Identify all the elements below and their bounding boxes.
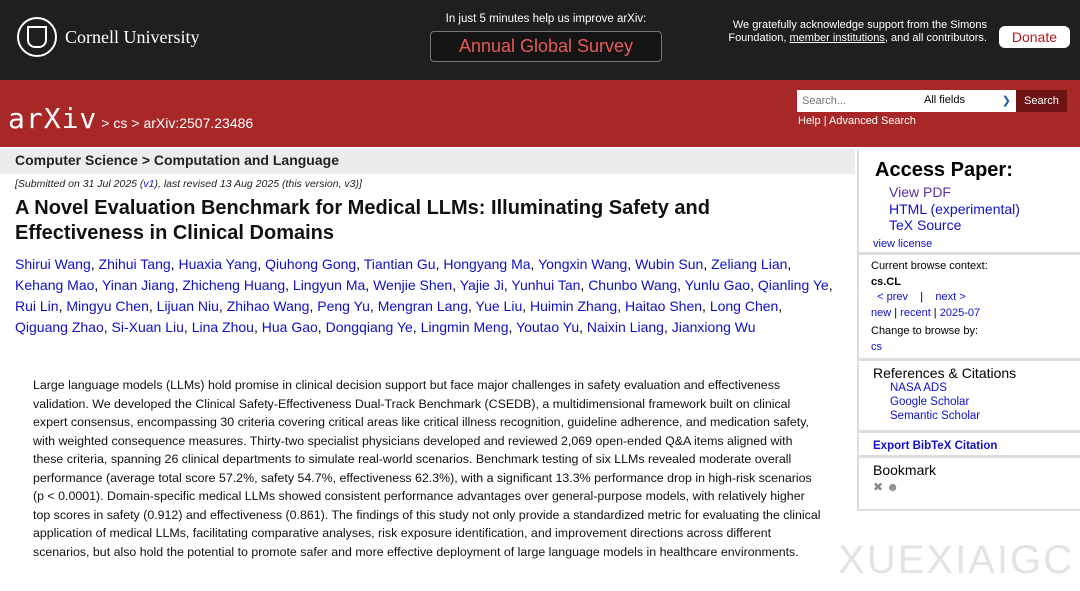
watermark: XUEXIAIGC: [838, 538, 1074, 582]
top-banner: [0, 0, 1080, 80]
search-form: [797, 90, 1067, 112]
subject-heading: Computer Science > Computation and Language: [0, 149, 855, 174]
bookmark-title: Bookmark: [873, 462, 937, 478]
search-input[interactable]: [797, 90, 919, 112]
author-link[interactable]: Qianling Ye: [757, 277, 829, 293]
browse-cs-link[interactable]: cs: [871, 340, 882, 353]
member-institutions-link[interactable]: member institutions: [789, 32, 885, 44]
university-name: Cornell University: [65, 26, 200, 47]
prev-link[interactable]: < prev: [877, 291, 909, 303]
author-link[interactable]: Tiantian Gu: [363, 256, 436, 272]
help-link[interactable]: Help: [798, 115, 821, 127]
v1-link[interactable]: v1: [143, 178, 155, 190]
donate-button[interactable]: Donate: [999, 26, 1070, 48]
acknowledgement: [727, 19, 987, 45]
author-link[interactable]: Jianxiong Wu: [671, 319, 756, 335]
author-link[interactable]: Mengran Lang: [377, 298, 468, 314]
author-link[interactable]: Youtao Yu: [516, 319, 580, 335]
author-link[interactable]: Haitao Shen: [624, 298, 703, 314]
chevron-down-icon: ❯: [1001, 95, 1011, 107]
author-link[interactable]: Yongxin Wang: [538, 256, 628, 272]
context-value: cs.CL: [871, 275, 901, 288]
crumb-cs[interactable]: > cs >: [101, 115, 140, 131]
field-value: All fields: [924, 94, 965, 106]
author-link[interactable]: Shirui Wang: [15, 256, 91, 272]
author-link[interactable]: Hua Gao: [261, 319, 318, 335]
author-link[interactable]: Yajie Ji: [459, 277, 504, 293]
separator: |: [823, 115, 827, 127]
author-link[interactable]: Lina Zhou: [191, 319, 254, 335]
ack-text-end: , and all contributors.: [884, 32, 987, 44]
author-link[interactable]: Long Chen: [709, 298, 779, 314]
author-link[interactable]: Hongyang Ma: [443, 256, 531, 272]
separator: |: [920, 291, 924, 303]
sidebar: Access Paper: View PDF HTML (experimental) TeX Source view license Current browse context: cs.CL < prev | next > new | recent | 2025-07 Change to browse by: cs References & Citations NASA ADS Google Scholar Semantic Scholar Export BibTeX Citation Bookmark ✖ ☻: [857, 149, 1080, 511]
author-link[interactable]: Lingmin Meng: [420, 319, 509, 335]
author-link[interactable]: Yinan Jiang: [101, 277, 175, 293]
paper-main: [15, 178, 835, 338]
breadcrumb: [8, 102, 253, 135]
author-link[interactable]: Wubin Sun: [635, 256, 704, 272]
ack-text: We gratefully acknowledge support from the Simons Foundation,: [728, 19, 987, 44]
reddit-icon[interactable]: ☻: [886, 480, 900, 494]
change-label: Change to browse by:: [871, 325, 979, 337]
author-link[interactable]: Zhicheng Huang: [182, 277, 286, 293]
arxiv-logo[interactable]: arXiv: [8, 102, 98, 135]
arxiv-header: [0, 80, 1080, 147]
next-link[interactable]: next >: [935, 291, 966, 303]
month-link[interactable]: 2025-07: [939, 306, 981, 319]
search-field-select[interactable]: [919, 90, 1016, 112]
survey-prompt: In just 5 minutes help us improve arXiv:: [445, 13, 647, 25]
author-link[interactable]: Qiuhong Gong: [265, 256, 357, 272]
submission-dates: [15, 178, 835, 190]
author-link[interactable]: Qiguang Zhao: [15, 319, 104, 335]
bibsonomy-icon[interactable]: ✖: [873, 480, 884, 494]
dates-text-end: ), last revised 13 Aug 2025 (this version, v3)]: [154, 178, 362, 190]
author-link[interactable]: Si-Xuan Liu: [111, 319, 184, 335]
view-license-link[interactable]: view license: [873, 237, 933, 250]
recent-link[interactable]: recent: [900, 306, 931, 319]
author-link[interactable]: Zeliang Lian: [711, 256, 788, 272]
cornell-seal-icon: [17, 17, 57, 57]
author-link[interactable]: Peng Yu: [317, 298, 370, 314]
author-link[interactable]: Rui Lin: [15, 298, 59, 314]
cornell-logo[interactable]: [17, 17, 199, 57]
search-button[interactable]: Search: [1016, 90, 1067, 112]
nasa-ads-link[interactable]: NASA ADS: [890, 382, 947, 394]
author-link[interactable]: Dongqiang Ye: [325, 319, 413, 335]
references-title: References & Citations: [873, 365, 1017, 381]
author-link[interactable]: Zhihui Tang: [98, 256, 171, 272]
tex-source-link[interactable]: TeX Source: [889, 217, 962, 233]
author-link[interactable]: Huaxia Yang: [178, 256, 258, 272]
author-link[interactable]: Chunbo Wang: [588, 277, 678, 293]
author-link[interactable]: Zhihao Wang: [226, 298, 310, 314]
dates-text: [Submitted on 31 Jul 2025 (: [15, 178, 144, 190]
google-scholar-link[interactable]: Google Scholar: [890, 396, 970, 408]
author-link[interactable]: Naixin Liang: [586, 319, 664, 335]
author-link[interactable]: Yunhui Tan: [511, 277, 581, 293]
author-link[interactable]: Yunlu Gao: [684, 277, 751, 293]
crumb-id: arXiv:2507.23486: [143, 115, 254, 131]
advanced-search-link[interactable]: Advanced Search: [829, 115, 916, 127]
export-bibtex-link[interactable]: Export BibTeX Citation: [873, 440, 998, 452]
author-link[interactable]: Mingyu Chen: [66, 298, 149, 314]
author-link[interactable]: Kehang Mao: [15, 277, 95, 293]
paper-title: A Novel Evaluation Benchmark for Medical LLMs: Illuminating Safety and Effectiveness in Clinical Domains: [15, 197, 710, 244]
abstract: Large language models (LLMs) hold promise in clinical decision support but face major challenges in safety evaluation and effectiveness validation. We developed the Clinical Safety-Effectiveness Dual-Track Benchmark (CSEDB), a multidimensional framework built on clinical expert consensus, encompassing 30 criteria covering critical areas like critical illness recognition, guideline adherence, and medication safety, with weighted consequence measures. Thirty-two specialist physicians developed and reviewed 2,069 open-ended Q&A items aligned with these criteria, spanning 26 clinical departments to simulate real-world scenarios. Benchmark testing of six LLMs revealed moderate overall performance (average total score 57.2%, safety 54.7%, effectiveness 62.3%), with a significant 13.3% performance drop in high-risk scenarios (p < 0.0001). Domain-specific medical LLMs showed consistent performance advantages over general-purpose models, with relatively higher top scores in safety (0.912) and effectiveness (0.861). The findings of this study not only provide a standardized metric for evaluating the clinical application of medical LLMs, facilitating comparative analyses, risk exposure identification, and improvement directions across different scenarios, but also hold the potential to promote safer and more effective deployment of large language models in healthcare environments.: [33, 378, 821, 559]
author-link[interactable]: Lijuan Niu: [156, 298, 219, 314]
author-link[interactable]: Huimin Zhang: [530, 298, 618, 314]
author-link[interactable]: Wenjie Shen: [373, 277, 453, 293]
author-list: Shirui Wang, Zhihui Tang, Huaxia Yang, Qiuhong Gong, Tiantian Gu, Hongyang Ma, Yongxin Wang, Wubin Sun, Zeliang Lian, Kehang Mao, Yinan Jiang, Zhicheng Huang, Lingyun Ma, Wenjie Shen, Yajie Ji, Yunhui Tan, Chunbo Wang, Yunlu Gao, Qianling Ye, Rui Lin, Mingyu Chen, Lijuan Niu, Zhihao Wang, Peng Yu, Mengran Lang, Yue Liu, Huimin Zhang, Haitao Shen, Long Chen, Qiguang Zhao, Si-Xuan Liu, Lina Zhou, Hua Gao, Dongqiang Ye, Lingmin Meng, Youtao Yu, Naixin Liang, Jianxiong Wu: [15, 256, 833, 335]
context-label: Current browse context:: [871, 260, 988, 272]
semantic-scholar-link[interactable]: Semantic Scholar: [890, 410, 981, 422]
new-link[interactable]: new: [871, 306, 892, 319]
survey-button[interactable]: Annual Global Survey: [430, 31, 662, 62]
author-link[interactable]: Lingyun Ma: [292, 277, 366, 293]
view-pdf-link[interactable]: View PDF: [889, 184, 951, 200]
html-link[interactable]: HTML (experimental): [889, 200, 1020, 217]
author-link[interactable]: Yue Liu: [475, 298, 523, 314]
access-paper-title: Access Paper:: [875, 159, 1013, 181]
